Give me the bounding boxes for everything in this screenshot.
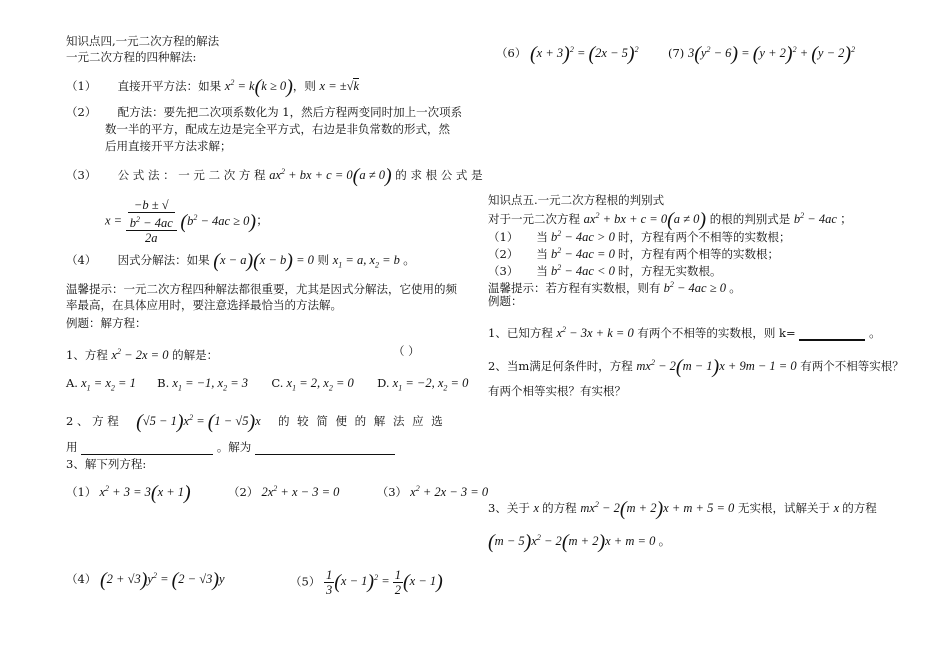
method-4-result: $x_1 = a$, $x_2 = b$ [332, 253, 400, 270]
method-1-then: ，则 [292, 79, 316, 94]
solution-answer-blank[interactable] [255, 454, 395, 455]
intro-mid: 的根的判别式是 [709, 212, 791, 227]
right-tip: 温馨提示：若方程有实数根，则有 $b^2 - 4ac \ge 0$ 。 [488, 280, 742, 296]
discriminant-case-3: （3） 当 $b^2 - 4ac < 0$ 时，方程无实数根。 [488, 263, 722, 279]
question-2-line2-mid: 。解为 [216, 440, 252, 454]
right-question-2-line2: 有两个相等实根？有实根？ [488, 384, 626, 398]
intro-prefix: 对于一元二次方程 [488, 212, 580, 227]
formula-fraction: −b ± √ $b^2 - 4ac$ 2a [126, 198, 177, 245]
sub-question-4: （4） $(2 + √3)y^2 = (2 - √3)y$ [66, 569, 225, 592]
method-3 [66, 164, 483, 188]
method-4-equation: (x − a)(x − b) = 0 [213, 250, 314, 272]
method-answer-blank[interactable] [81, 454, 213, 455]
sub-question-6: （6） $(x + 3)^2 = (2x - 5)^2$ [496, 43, 639, 66]
question-2-suffix: 的 较 简 便 的 解 法 应 选 [278, 414, 445, 429]
discriminant-case-2: （2） 当 $b^2 - 4ac = 0$ 时，方程有两个相等的实数根； [488, 246, 779, 262]
question-3-row1 [66, 481, 489, 505]
question-2-equation: $(√5 - 1)x^2 = (1 - √5)x$ [136, 411, 261, 434]
section-heading-5: 知识点五.一元二次方程根的判别式 [488, 193, 665, 207]
sub-question-3: （3） $x^2 + 2x - 3 = 0$ [376, 484, 489, 500]
k-answer-blank[interactable] [799, 339, 865, 341]
question-2-line2 [66, 440, 395, 455]
question-1-suffix: 的解是： [172, 348, 219, 363]
method-2-number: （2） [66, 105, 97, 119]
question-3-label: 3、解下列方程: [66, 457, 147, 471]
right-question-3-equation: $(m - 5)x^2 - 2(m + 2)x + m = 0$ 。 [488, 531, 671, 554]
tip-line-1: 温馨提示：一元二次方程四种解法都很重要，尤其是因式分解法，它使用的频 [66, 282, 457, 296]
method-3-number: （3） [66, 168, 97, 183]
quadratic-formula: x = −b ± √ $b^2 - 4ac$ 2a $(b^2 - 4ac \ge 0)$； [105, 198, 269, 246]
method-3-label: 公 式 法 ： 一 元 二 次 方 程 [117, 168, 266, 183]
methods-subheading: 一元二次方程的四种解法: [66, 50, 197, 64]
sub-question-5: （5） $\frac{1}{3}$ $(x - 1)^2$ = $\frac{1}{2}$ (x − 1) [290, 568, 443, 597]
method-2-line2: 数一半的平方，配成左边是完全平方式，右边是非负常数的形式，然 [105, 122, 450, 136]
question-2-prefix: 2 、 方 程 [66, 414, 119, 429]
question-1-equation: $x^2 - 2x = 0$ [111, 347, 169, 363]
method-2-line3: 后用直接开平方法求解； [105, 139, 232, 153]
question-2-line2-prefix: 用 [66, 440, 78, 454]
sub-question-7: (7) $3(y^2 - 6) = (y + 2)^2 + (y - 2)^2$ [668, 43, 856, 66]
question-1-prefix: 1、方程 [66, 348, 108, 363]
question-2 [66, 410, 445, 434]
method-1-result: x = ±√k [319, 79, 360, 94]
option-a[interactable]: A. $x_1 = x_2 = 1$ [66, 376, 136, 393]
right-question-3: 3、关于 x 的方程 $mx^2 - 2(m + 2)x + m + 5 = 0$ 无实根，试解关于 x 的方程 [488, 498, 877, 521]
method-4-label: 因式分解法：如果 [117, 253, 210, 267]
method-3-tail: 的 求 根 公 式 是 [395, 168, 483, 183]
question-1-options [66, 376, 468, 396]
example-label: 例题：解方程： [66, 316, 147, 330]
option-c[interactable]: C. $x_1 = 2$, $x_2 = 0$ [271, 376, 354, 393]
question-1 [66, 344, 218, 363]
method-4-then: 则 [317, 253, 330, 267]
method-2-line1: 配方法：要先把二次项系数化为 1，然后方程两变同时加上一次项系 [117, 105, 463, 119]
option-b[interactable]: B. $x_1 = -1$, $x_2 = 3$ [157, 376, 249, 393]
option-d[interactable]: D. $x_1 = -2$, $x_2 = 0$ [377, 376, 469, 393]
section-heading-4: 知识点四,一元二次方程的解法 [66, 34, 220, 48]
method-1-number: （1） [66, 79, 97, 94]
answer-paren: （ ） [393, 344, 420, 358]
discriminant-intro: 对于一元二次方程 $ax^2$ + bx + c = 0(a ≠ 0) 的根的判别式是 $b^2 - 4ac$ ； [488, 209, 853, 232]
tip-line-2: 率最高，在具体应用时，要注意选择最恰当的方法解。 [66, 298, 342, 312]
right-question-1: 1、已知方程 $x^2 - 3x + k = 0$ 有两个不相等的实数根，则 k= 。 [488, 325, 882, 341]
method-1-formula: $x^2 = k(k \ge 0)$ [224, 76, 293, 99]
sub-question-2: （2） $2x^2 + x - 3 = 0$ [228, 484, 340, 500]
method-4-number: （4） [66, 253, 97, 267]
right-example-label: 例题： [488, 294, 523, 308]
method-1 [66, 75, 360, 99]
method-3-equation: $ax^2$ + bx + c = 0(a ≠ 0) [269, 165, 392, 188]
method-4: （4） 因式分解法：如果 (x − a)(x − b) = 0 则 $x_1 = a$, $x_2 = b$ 。 [66, 250, 416, 272]
method-2 [66, 105, 462, 120]
method-1-label: 直接开平方法：如果 [117, 79, 222, 94]
right-question-2: 2、当m满足何条件时，方程 $mx^2 - 2(m - 1)x + 9m - 1 = 0$ 有两个不相等实根？ [488, 356, 904, 379]
sub-question-1: （1） $x^2 + 3 = 3(x + 1)$ [66, 482, 191, 505]
discriminant-case-1: （1） 当 $b^2 - 4ac > 0$ 时，方程有两个不相等的实数根； [488, 229, 791, 245]
